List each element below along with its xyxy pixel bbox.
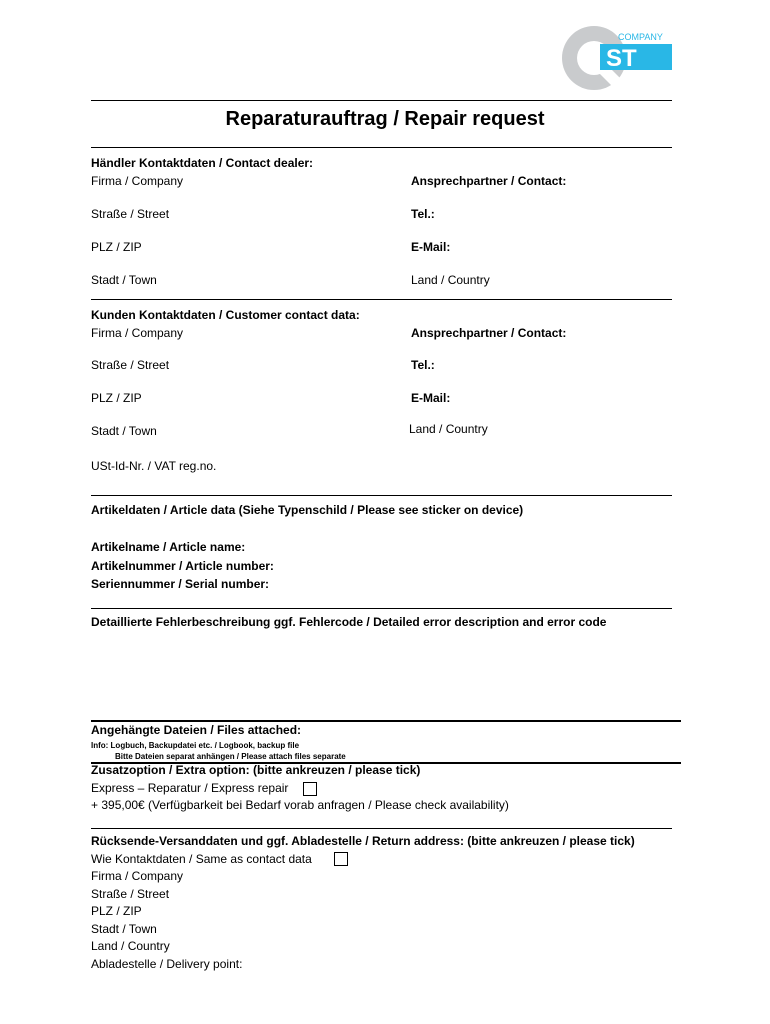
divider xyxy=(91,608,672,609)
return-country-label: Land / Country xyxy=(91,939,170,953)
divider xyxy=(91,720,681,722)
customer-company-label: Firma / Company xyxy=(91,326,184,340)
files-heading: Angehängte Dateien / Files attached: xyxy=(91,723,302,737)
article-number-label: Artikelnummer / Article number: xyxy=(91,559,274,573)
same-as-contact-label: Wie Kontaktdaten / Same as contact data xyxy=(91,852,312,866)
customer-heading: Kunden Kontaktdaten / Customer contact data: xyxy=(91,308,360,322)
customer-tel-label: Tel.: xyxy=(411,358,435,372)
serial-number-label: Seriennummer / Serial number: xyxy=(91,577,270,591)
return-company-label: Firma / Company xyxy=(91,869,184,883)
express-label: Express – Reparatur / Express repair xyxy=(91,781,289,795)
dealer-contact-label: Ansprechpartner / Contact: xyxy=(411,174,567,188)
dealer-heading: Händler Kontaktdaten / Contact dealer: xyxy=(91,156,314,170)
error-heading: Detaillierte Fehlerbeschreibung ggf. Fehlercode / Detailed error description and error code xyxy=(91,615,607,629)
return-heading: Rücksende-Versanddaten und ggf. Abladestelle / Return address: (bitte ankreuzen / please tick) xyxy=(91,834,635,848)
express-checkbox[interactable] xyxy=(303,782,317,796)
files-info: Info: Logbuch, Backupdatei etc. / Logbook, backup file xyxy=(91,741,300,750)
dealer-tel-label: Tel.: xyxy=(411,207,435,221)
customer-street-label: Straße / Street xyxy=(91,358,170,372)
files-note: Bitte Dateien separat anhängen / Please attach files separate xyxy=(115,752,346,761)
divider xyxy=(91,828,672,829)
dealer-email-label: E-Mail: xyxy=(411,240,451,254)
divider xyxy=(91,299,672,300)
divider xyxy=(91,100,672,101)
dealer-country-label: Land / Country xyxy=(411,273,490,287)
customer-town-label: Stadt / Town xyxy=(91,424,157,438)
dealer-zip-label: PLZ / ZIP xyxy=(91,240,142,254)
return-zip-label: PLZ / ZIP xyxy=(91,904,142,918)
customer-contact-label: Ansprechpartner / Contact: xyxy=(411,326,567,340)
same-as-contact-checkbox[interactable] xyxy=(334,852,348,866)
vat-label: USt-Id-Nr. / VAT reg.no. xyxy=(91,459,217,473)
company-logo xyxy=(556,20,674,100)
svg-text:ST: ST xyxy=(606,45,637,72)
return-town-label: Stadt / Town xyxy=(91,922,157,936)
extra-heading: Zusatzoption / Extra option: (bitte ankreuzen / please tick) xyxy=(91,763,421,777)
page-title: Reparaturauftrag / Repair request xyxy=(225,108,545,130)
divider xyxy=(91,495,672,496)
article-name-label: Artikelname / Article name: xyxy=(91,540,246,554)
customer-email-label: E-Mail: xyxy=(411,391,451,405)
dealer-street-label: Straße / Street xyxy=(91,207,170,221)
delivery-point-label: Abladestelle / Delivery point: xyxy=(91,957,243,971)
customer-zip-label: PLZ / ZIP xyxy=(91,391,142,405)
customer-country-label: Land / Country xyxy=(409,422,488,436)
dealer-town-label: Stadt / Town xyxy=(91,273,157,287)
divider xyxy=(91,147,672,148)
article-heading: Artikeldaten / Article data (Siehe Typenschild / Please see sticker on device) xyxy=(91,503,524,517)
logo-tag: COMPANY xyxy=(618,32,663,42)
express-price: + 395,00€ (Verfügbarkeit bei Bedarf vorab anfragen / Please check availability) xyxy=(91,798,509,812)
return-street-label: Straße / Street xyxy=(91,887,170,901)
dealer-company-label: Firma / Company xyxy=(91,174,184,188)
